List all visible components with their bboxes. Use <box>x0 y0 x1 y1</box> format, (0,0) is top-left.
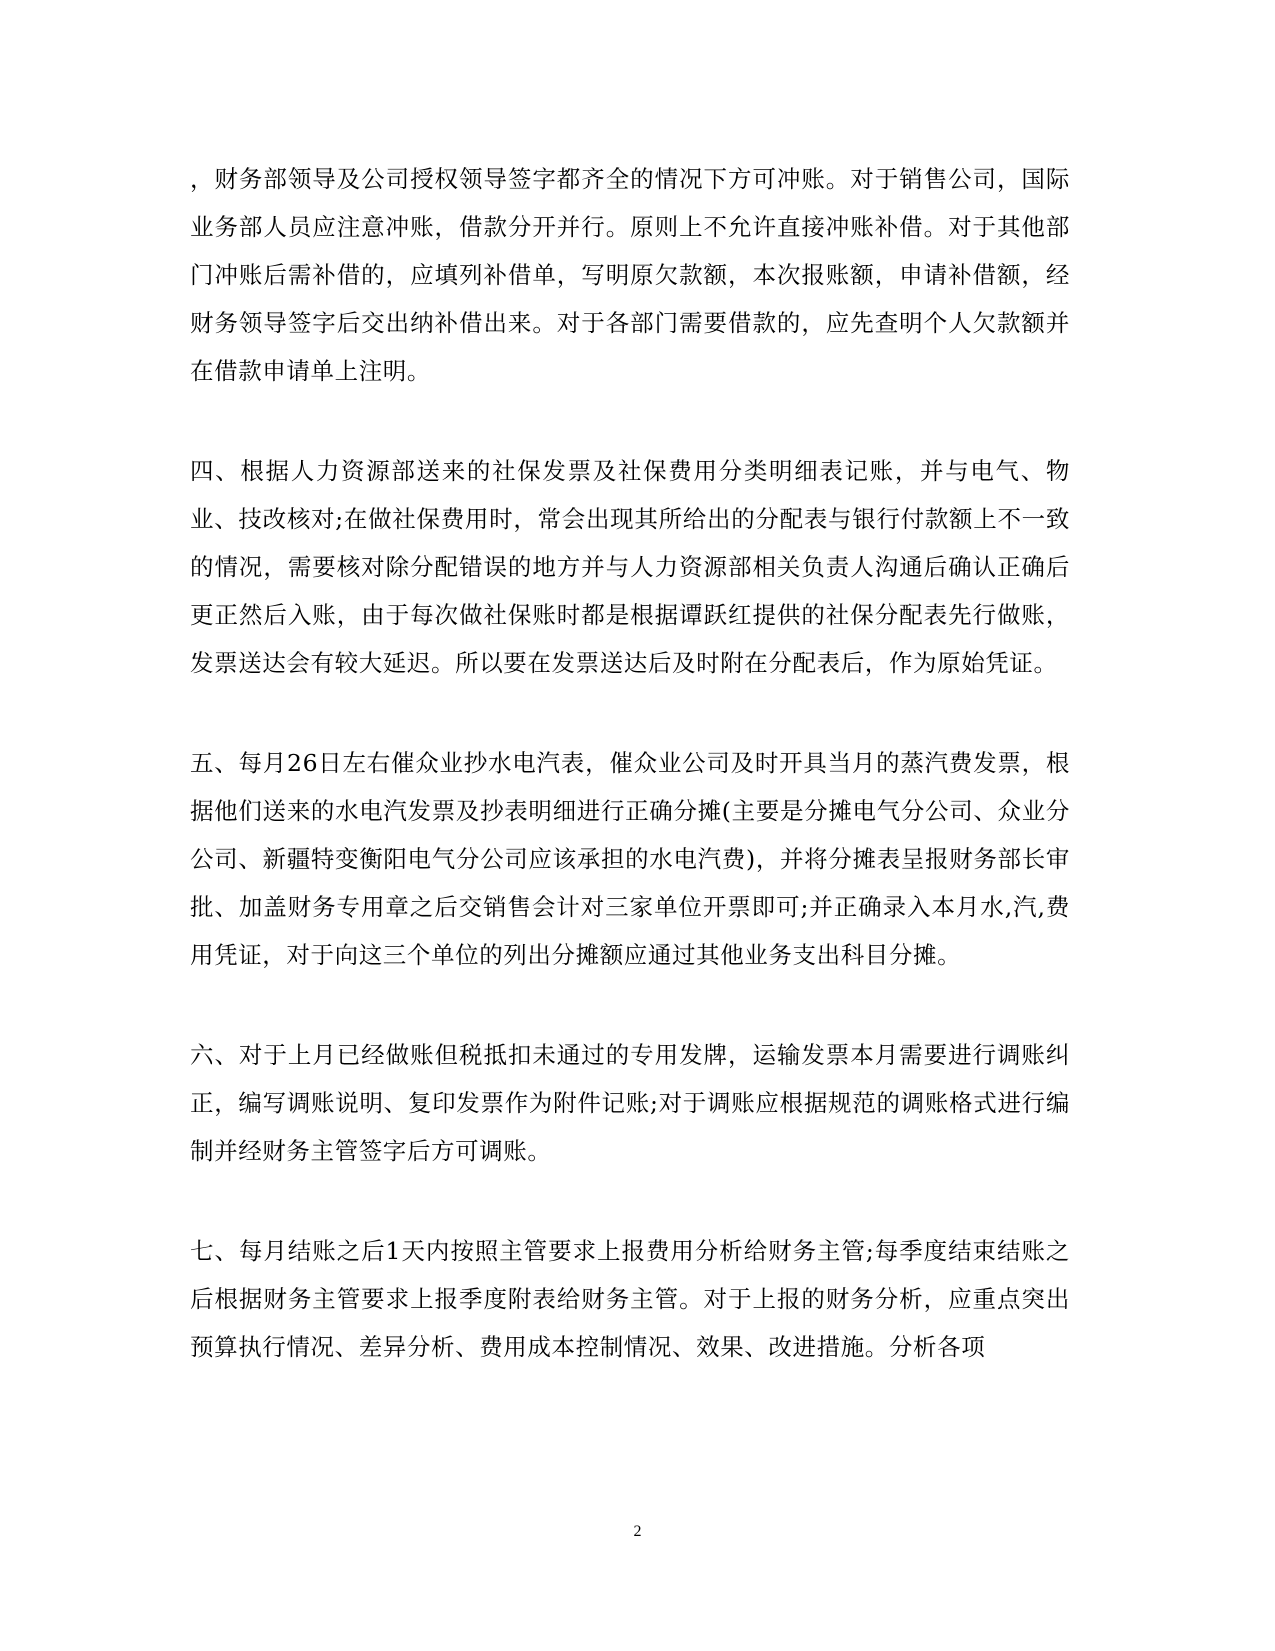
paragraph-social-insurance: 四、根据人力资源部送来的社保发票及社保费用分类明细表记账，并与电气、物业、技改核对;在做社保费用时，常会出现其所给出的分配表与银行付款额上不一致的情况，需要核对除分配错误的地方并与人力资源部相关负责人沟通后确认正确后更正然后入账，由于每次做社保账时都是根据谭跃红提供的社保分配表先行做账，发票送达会有较大延迟。所以要在发票送达后及时附在分配表后，作为原始凭证。 <box>190 457 1070 677</box>
paragraph-analysis: 七、每月结账之后1天内按照主管要求上报费用分析给财务主管;每季度结束结账之后根据财务主管要求上报季度附表给财务主管。对于上报的财务分析，应重点突出预算执行情况、差异分析、费用成本控制情况、效果、改进措施。分析各项 <box>190 1237 1070 1361</box>
paragraph-utilities: 五、每月26日左右催众业抄水电汽表，催众业公司及时开具当月的蒸汽费发票，根据他们送来的水电汽发票及抄表明细进行正确分摊(主要是分摊电气分公司、众业分公司、新疆特变衡阳电气分公司应该承担的水电汽费)，并将分摊表呈报财务部长审批、加盖财务专用章之后交销售会计对三家单位开票即可;并正确录入本月水,汽,费用凭证，对于向这三个单位的列出分摊额应通过其他业务支出科目分摊。 <box>190 749 1070 969</box>
paragraph-reimbursement: ，财务部领导及公司授权领导签字都齐全的情况下方可冲账。对于销售公司，国际业务部人员应注意冲账，借款分开并行。原则上不允许直接冲账补借。对于其他部门冲账后需补借的，应填列补借单，写明原欠款额，本次报账额，申请补借额，经财务领导签字后交出纳补借出来。对于各部门需要借款的，应先查明个人欠款额并在借款申请单上注明。 <box>190 165 1070 385</box>
paragraph-adjustment: 六、对于上月已经做账但税抵扣未通过的专用发牌，运输发票本月需要进行调账纠正，编写调账说明、复印发票作为附件记账;对于调账应根据规范的调账格式进行编制并经财务主管签字后方可调账。 <box>190 1041 1070 1165</box>
page-number: 2 <box>633 1523 642 1540</box>
document-body <box>190 155 1070 1371</box>
